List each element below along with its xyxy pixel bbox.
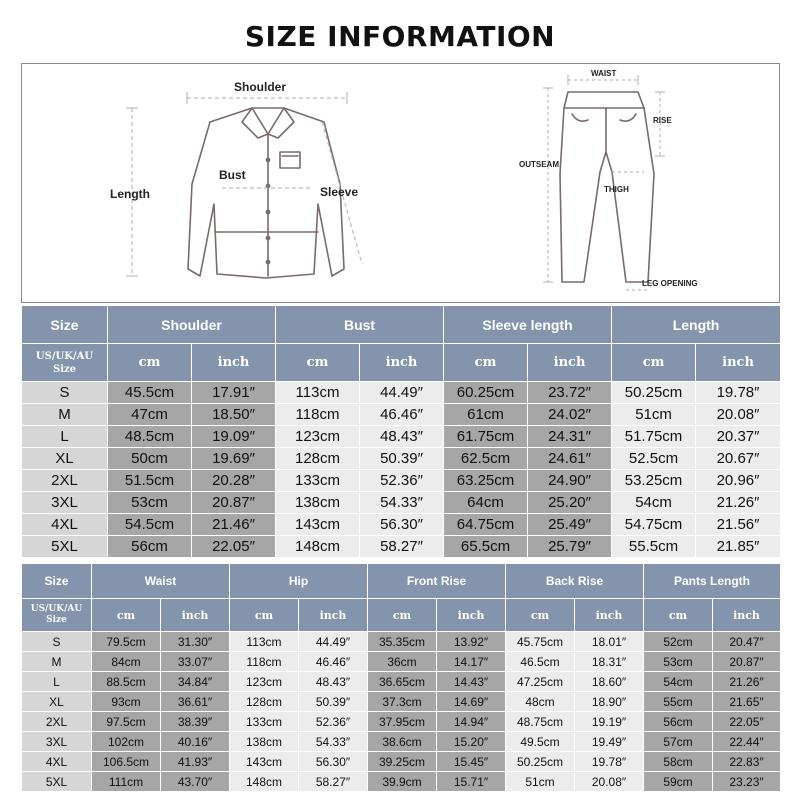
inch-value-cell: 15.45″	[437, 752, 506, 772]
cm-value-cell: 53cm	[644, 652, 713, 672]
inch-value-cell: 38.39″	[161, 712, 230, 732]
cm-value-cell: 48.5cm	[108, 426, 192, 448]
inch-value-cell: 40.16″	[161, 732, 230, 752]
inch-value-cell: 25.49″	[528, 514, 612, 536]
cm-value-cell: 45.5cm	[108, 382, 192, 404]
cm-value-cell: 64cm	[444, 492, 528, 514]
cm-value-cell: 50.25cm	[612, 382, 696, 404]
cm-value-cell: 63.25cm	[444, 470, 528, 492]
unit-inch: inch	[528, 344, 612, 382]
inch-value-cell: 24.61″	[528, 448, 612, 470]
cm-value-cell: 102cm	[92, 732, 161, 752]
cm-value-cell: 52.5cm	[612, 448, 696, 470]
cm-value-cell: 48.75cm	[506, 712, 575, 732]
cm-value-cell: 56cm	[644, 712, 713, 732]
cm-value-cell: 47cm	[108, 404, 192, 426]
table-row	[22, 692, 781, 712]
cm-value-cell: 50cm	[108, 448, 192, 470]
cm-value-cell: 37.95cm	[368, 712, 437, 732]
table-row	[22, 514, 781, 536]
inch-value-cell: 21.46″	[192, 514, 276, 536]
inch-value-cell: 34.84″	[161, 672, 230, 692]
inch-value-cell: 23.72″	[528, 382, 612, 404]
unit-inch: inch	[161, 599, 230, 632]
size-caption	[22, 599, 92, 632]
size-header: Size	[22, 306, 108, 344]
inch-value-cell: 24.31″	[528, 426, 612, 448]
inch-value-cell: 19.78″	[696, 382, 781, 404]
unit-cm: cm	[506, 599, 575, 632]
size-cell: 2XL	[22, 470, 108, 492]
inch-value-cell: 13.92″	[437, 632, 506, 652]
cm-value-cell: 48cm	[506, 692, 575, 712]
size-cell: 3XL	[22, 732, 92, 752]
top-size-table	[21, 305, 781, 558]
unit-cm: cm	[108, 344, 192, 382]
unit-cm: cm	[644, 599, 713, 632]
cm-value-cell: 51.75cm	[612, 426, 696, 448]
inch-value-cell: 17.91″	[192, 382, 276, 404]
size-caption	[22, 344, 108, 382]
thigh-label: THIGH	[604, 185, 629, 194]
cm-value-cell: 39.9cm	[368, 772, 437, 792]
unit-inch: inch	[437, 599, 506, 632]
cm-value-cell: 106.5cm	[92, 752, 161, 772]
cm-value-cell: 97.5cm	[92, 712, 161, 732]
cm-value-cell: 143cm	[276, 514, 360, 536]
cm-value-cell: 37.3cm	[368, 692, 437, 712]
sleeve-length-header: Sleeve length	[444, 306, 612, 344]
table-row	[22, 382, 781, 404]
bottom-table-body	[22, 632, 781, 792]
unit-cm: cm	[92, 599, 161, 632]
size-cell: 5XL	[22, 772, 92, 792]
cm-value-cell: 148cm	[276, 536, 360, 558]
cm-value-cell: 138cm	[230, 732, 299, 752]
inch-value-cell: 19.19″	[575, 712, 644, 732]
cm-value-cell: 38.6cm	[368, 732, 437, 752]
cm-value-cell: 51cm	[612, 404, 696, 426]
front-rise-header: Front Rise	[368, 564, 506, 599]
unit-cm: cm	[230, 599, 299, 632]
inch-value-cell: 52.36″	[360, 470, 444, 492]
unit-inch: inch	[192, 344, 276, 382]
rise-label: RISE	[653, 116, 672, 125]
unit-cm: cm	[612, 344, 696, 382]
inch-value-cell: 44.49″	[299, 632, 368, 652]
bust-header: Bust	[276, 306, 444, 344]
inch-value-cell: 31.30″	[161, 632, 230, 652]
unit-inch: inch	[696, 344, 781, 382]
inch-value-cell: 56.30″	[299, 752, 368, 772]
cm-value-cell: 51.5cm	[108, 470, 192, 492]
cm-value-cell: 143cm	[230, 752, 299, 772]
inch-value-cell: 46.46″	[299, 652, 368, 672]
table-row	[22, 426, 781, 448]
cm-value-cell: 113cm	[230, 632, 299, 652]
inch-value-cell: 19.49″	[575, 732, 644, 752]
cm-value-cell: 138cm	[276, 492, 360, 514]
size-header: Size	[22, 564, 92, 599]
measurement-diagrams	[22, 64, 779, 302]
inch-value-cell: 24.90″	[528, 470, 612, 492]
cm-value-cell: 93cm	[92, 692, 161, 712]
table-row	[22, 632, 781, 652]
top-table-body	[22, 382, 781, 558]
cm-value-cell: 128cm	[276, 448, 360, 470]
cm-value-cell: 36.65cm	[368, 672, 437, 692]
size-cell: 4XL	[22, 752, 92, 772]
back-rise-header: Back Rise	[506, 564, 644, 599]
inch-value-cell: 48.43″	[360, 426, 444, 448]
inch-value-cell: 33.07″	[161, 652, 230, 672]
cm-value-cell: 50.25cm	[506, 752, 575, 772]
bottom-size-table	[21, 563, 781, 792]
inch-value-cell: 36.61″	[161, 692, 230, 712]
table-row	[22, 448, 781, 470]
inch-value-cell: 18.01″	[575, 632, 644, 652]
inch-value-cell: 41.93″	[161, 752, 230, 772]
inch-value-cell: 20.37″	[696, 426, 781, 448]
inch-value-cell: 56.30″	[360, 514, 444, 536]
cm-value-cell: 61.75cm	[444, 426, 528, 448]
inch-value-cell: 52.36″	[299, 712, 368, 732]
cm-value-cell: 35.35cm	[368, 632, 437, 652]
cm-value-cell: 133cm	[230, 712, 299, 732]
unit-inch: inch	[713, 599, 781, 632]
cm-value-cell: 53.25cm	[612, 470, 696, 492]
inch-value-cell: 19.69″	[192, 448, 276, 470]
cm-value-cell: 54.75cm	[612, 514, 696, 536]
unit-cm: cm	[444, 344, 528, 382]
waist-header: Waist	[92, 564, 230, 599]
inch-value-cell: 46.46″	[360, 404, 444, 426]
inch-value-cell: 54.33″	[360, 492, 444, 514]
cm-value-cell: 133cm	[276, 470, 360, 492]
size-word-caption: Size	[52, 363, 77, 375]
cm-value-cell: 128cm	[230, 692, 299, 712]
inch-value-cell: 54.33″	[299, 732, 368, 752]
inch-value-cell: 25.79″	[528, 536, 612, 558]
inch-value-cell: 19.78″	[575, 752, 644, 772]
measurement-diagram-panel	[21, 63, 780, 303]
size-cell: 5XL	[22, 536, 108, 558]
table-row	[22, 536, 781, 558]
inch-value-cell: 14.69″	[437, 692, 506, 712]
cm-value-cell: 64.75cm	[444, 514, 528, 536]
inch-value-cell: 22.83″	[713, 752, 781, 772]
inch-value-cell: 21.85″	[696, 536, 781, 558]
size-cell: XL	[22, 692, 92, 712]
table-row	[22, 652, 781, 672]
size-cell: M	[22, 652, 92, 672]
inch-value-cell: 58.27″	[299, 772, 368, 792]
inch-value-cell: 20.96″	[696, 470, 781, 492]
inch-value-cell: 21.26″	[713, 672, 781, 692]
cm-value-cell: 53cm	[108, 492, 192, 514]
cm-value-cell: 49.5cm	[506, 732, 575, 752]
inch-value-cell: 20.28″	[192, 470, 276, 492]
cm-value-cell: 36cm	[368, 652, 437, 672]
cm-value-cell: 54cm	[644, 672, 713, 692]
cm-value-cell: 47.25cm	[506, 672, 575, 692]
cm-value-cell: 79.5cm	[92, 632, 161, 652]
length-label: Length	[110, 187, 150, 201]
cm-value-cell: 118cm	[276, 404, 360, 426]
inch-value-cell: 20.47″	[713, 632, 781, 652]
sleeve-label: Sleeve	[320, 185, 359, 199]
shoulder-label: Shoulder	[234, 80, 287, 94]
cm-value-cell: 60.25cm	[444, 382, 528, 404]
size-cell: 3XL	[22, 492, 108, 514]
table-row	[22, 404, 781, 426]
size-cell: XL	[22, 448, 108, 470]
bust-label: Bust	[219, 168, 246, 182]
inch-value-cell: 44.49″	[360, 382, 444, 404]
inch-value-cell: 21.56″	[696, 514, 781, 536]
cm-value-cell: 61cm	[444, 404, 528, 426]
inch-value-cell: 20.08″	[696, 404, 781, 426]
size-cell: S	[22, 382, 108, 404]
cm-value-cell: 84cm	[92, 652, 161, 672]
cm-value-cell: 46.5cm	[506, 652, 575, 672]
table-row	[22, 732, 781, 752]
size-cell: 4XL	[22, 514, 108, 536]
outseam-label: OUTSEAM	[519, 160, 559, 169]
inch-value-cell: 21.65″	[713, 692, 781, 712]
inch-value-cell: 22.05″	[192, 536, 276, 558]
page-title: SIZE INFORMATION	[244, 20, 556, 53]
cm-value-cell: 59cm	[644, 772, 713, 792]
cm-value-cell: 88.5cm	[92, 672, 161, 692]
inch-value-cell: 24.02″	[528, 404, 612, 426]
cm-value-cell: 65.5cm	[444, 536, 528, 558]
hip-header: Hip	[230, 564, 368, 599]
inch-value-cell: 43.70″	[161, 772, 230, 792]
inch-value-cell: 22.44″	[713, 732, 781, 752]
inch-value-cell: 58.27″	[360, 536, 444, 558]
cm-value-cell: 55.5cm	[612, 536, 696, 558]
unit-inch: inch	[575, 599, 644, 632]
inch-value-cell: 25.20″	[528, 492, 612, 514]
table-row	[22, 470, 781, 492]
cm-value-cell: 123cm	[276, 426, 360, 448]
waist-label: WAIST	[591, 69, 617, 78]
cm-value-cell: 113cm	[276, 382, 360, 404]
size-region-caption: US/UK/AU	[35, 350, 94, 362]
inch-value-cell: 19.09″	[192, 426, 276, 448]
inch-value-cell: 14.17″	[437, 652, 506, 672]
table-row	[22, 772, 781, 792]
unit-inch: inch	[360, 344, 444, 382]
size-cell: 2XL	[22, 712, 92, 732]
cm-value-cell: 51cm	[506, 772, 575, 792]
cm-value-cell: 57cm	[644, 732, 713, 752]
size-word-caption: Size	[46, 615, 67, 625]
cm-value-cell: 54cm	[612, 492, 696, 514]
size-cell: S	[22, 632, 92, 652]
inch-value-cell: 20.87″	[713, 652, 781, 672]
shoulder-header: Shoulder	[108, 306, 276, 344]
table-row	[22, 672, 781, 692]
inch-value-cell: 22.05″	[713, 712, 781, 732]
size-cell: L	[22, 426, 108, 448]
cm-value-cell: 118cm	[230, 652, 299, 672]
size-cell: M	[22, 404, 108, 426]
inch-value-cell: 20.87″	[192, 492, 276, 514]
pants-length-header: Pants Length	[644, 564, 781, 599]
table-row	[22, 752, 781, 772]
leg-opening-label: LEG OPENING	[642, 279, 698, 288]
inch-value-cell: 50.39″	[299, 692, 368, 712]
cm-value-cell: 52cm	[644, 632, 713, 652]
table-row	[22, 492, 781, 514]
inch-value-cell: 20.08″	[575, 772, 644, 792]
inch-value-cell: 48.43″	[299, 672, 368, 692]
cm-value-cell: 111cm	[92, 772, 161, 792]
inch-value-cell: 20.67″	[696, 448, 781, 470]
inch-value-cell: 18.31″	[575, 652, 644, 672]
cm-value-cell: 55cm	[644, 692, 713, 712]
inch-value-cell: 14.43″	[437, 672, 506, 692]
unit-cm: cm	[276, 344, 360, 382]
inch-value-cell: 18.90″	[575, 692, 644, 712]
cm-value-cell: 123cm	[230, 672, 299, 692]
inch-value-cell: 14.94″	[437, 712, 506, 732]
inch-value-cell: 18.60″	[575, 672, 644, 692]
inch-value-cell: 23.23″	[713, 772, 781, 792]
cm-value-cell: 56cm	[108, 536, 192, 558]
unit-cm: cm	[368, 599, 437, 632]
cm-value-cell: 39.25cm	[368, 752, 437, 772]
size-cell: L	[22, 672, 92, 692]
inch-value-cell: 21.26″	[696, 492, 781, 514]
table-row	[22, 712, 781, 732]
cm-value-cell: 148cm	[230, 772, 299, 792]
length-header: Length	[612, 306, 781, 344]
cm-value-cell: 58cm	[644, 752, 713, 772]
size-region-caption: US/UK/AU	[30, 604, 83, 614]
cm-value-cell: 45.75cm	[506, 632, 575, 652]
inch-value-cell: 15.20″	[437, 732, 506, 752]
unit-inch: inch	[299, 599, 368, 632]
cm-value-cell: 54.5cm	[108, 514, 192, 536]
inch-value-cell: 50.39″	[360, 448, 444, 470]
cm-value-cell: 62.5cm	[444, 448, 528, 470]
inch-value-cell: 18.50″	[192, 404, 276, 426]
inch-value-cell: 15.71″	[437, 772, 506, 792]
